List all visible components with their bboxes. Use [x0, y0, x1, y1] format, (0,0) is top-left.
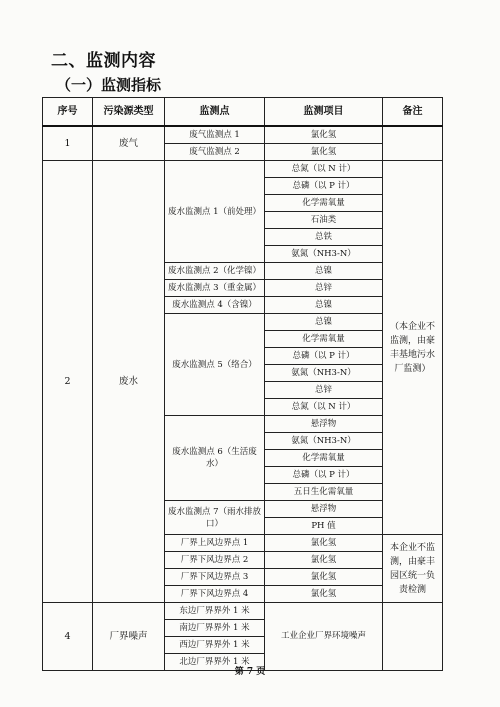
header-cell: 监测点	[165, 98, 265, 127]
point-cell: 废气监测点 1	[165, 126, 265, 144]
item-cell: 氯化氢	[265, 569, 383, 586]
seq-cell: 4	[43, 603, 93, 671]
point-cell: 西边厂界界外 1 米	[165, 637, 265, 654]
point-cell: 废气监测点 2	[165, 144, 265, 161]
item-cell: 总铁	[265, 229, 383, 246]
table-row	[43, 161, 443, 178]
point-cell: 北边厂界界外 1 米	[165, 654, 265, 671]
point-cell: 厂界上风边界点 1	[165, 535, 265, 552]
item-cell: 氯化氢	[265, 586, 383, 603]
seq-cell: 1	[43, 126, 93, 161]
item-cell: 悬浮物	[265, 416, 383, 433]
table-header-row	[43, 98, 443, 127]
note-cell: （本企业不监测，由豪丰基地污水厂监测）	[383, 161, 443, 535]
item-cell: 氨氮（NH3-N）	[265, 365, 383, 382]
source-type-cell: 废水	[93, 161, 165, 603]
point-cell: 废水监测点 5（络合）	[165, 314, 265, 416]
item-cell: 总锌	[265, 382, 383, 399]
point-cell: 废水监测点 1（前处理）	[165, 161, 265, 263]
point-cell: 南边厂界界外 1 米	[165, 620, 265, 637]
source-type-cell: 废气	[93, 126, 165, 161]
point-cell: 厂界下风边界点 2	[165, 552, 265, 569]
point-cell: 厂界下风边界点 3	[165, 569, 265, 586]
item-cell: 工业企业厂界环境噪声	[265, 603, 383, 671]
point-cell: 废水监测点 3（重金属）	[165, 280, 265, 297]
point-cell: 废水监测点 7（雨水排放口）	[165, 501, 265, 535]
header-cell: 序号	[43, 98, 93, 127]
item-cell: 氯化氢	[265, 144, 383, 161]
header-cell: 污染源类型	[93, 98, 165, 127]
item-cell: PH 值	[265, 518, 383, 535]
table-row	[43, 126, 443, 144]
point-cell: 废水监测点 2（化学镍）	[165, 263, 265, 280]
item-cell: 总氮（以 N 计）	[265, 161, 383, 178]
page-number: 第 7 页	[234, 667, 266, 677]
item-cell: 五日生化需氧量	[265, 484, 383, 501]
item-cell: 化学需氧量	[265, 450, 383, 467]
item-cell: 化学需氧量	[265, 331, 383, 348]
source-type-cell: 厂界噪声	[93, 603, 165, 671]
point-cell: 东边厂界界外 1 米	[165, 603, 265, 620]
item-cell: 总镍	[265, 263, 383, 280]
item-cell: 化学需氧量	[265, 195, 383, 212]
item-cell: 总磷（以 P 计）	[265, 348, 383, 365]
item-cell: 总镍	[265, 297, 383, 314]
item-cell: 总锌	[265, 280, 383, 297]
table-row	[43, 603, 443, 620]
item-cell: 氯化氢	[265, 535, 383, 552]
item-cell: 石油类	[265, 212, 383, 229]
item-cell: 氯化氢	[265, 552, 383, 569]
item-cell: 总氮（以 N 计）	[265, 399, 383, 416]
subsection-title: （一）监测指标	[56, 76, 162, 94]
point-cell: 废水监测点 6（生活废水）	[165, 416, 265, 501]
point-cell: 废水监测点 4（含镍）	[165, 297, 265, 314]
point-cell: 厂界下风边界点 4	[165, 586, 265, 603]
note-cell	[383, 603, 443, 671]
item-cell: 总磷（以 P 计）	[265, 467, 383, 484]
item-cell: 总镍	[265, 314, 383, 331]
item-cell: 悬浮物	[265, 501, 383, 518]
monitoring-table	[42, 97, 443, 671]
note-cell: 本企业不监测，由豪丰园区统一负责检测	[383, 535, 443, 603]
header-cell: 备注	[383, 98, 443, 127]
note-cell	[383, 126, 443, 161]
item-cell: 氨氮（NH3-N）	[265, 246, 383, 263]
header-cell: 监测项目	[265, 98, 383, 127]
item-cell: 总磷（以 P 计）	[265, 178, 383, 195]
item-cell: 氯化氢	[265, 126, 383, 144]
item-cell: 氨氮（NH3-N）	[265, 433, 383, 450]
section-title: 二、监测内容	[51, 51, 156, 71]
seq-cell: 2	[43, 161, 93, 603]
